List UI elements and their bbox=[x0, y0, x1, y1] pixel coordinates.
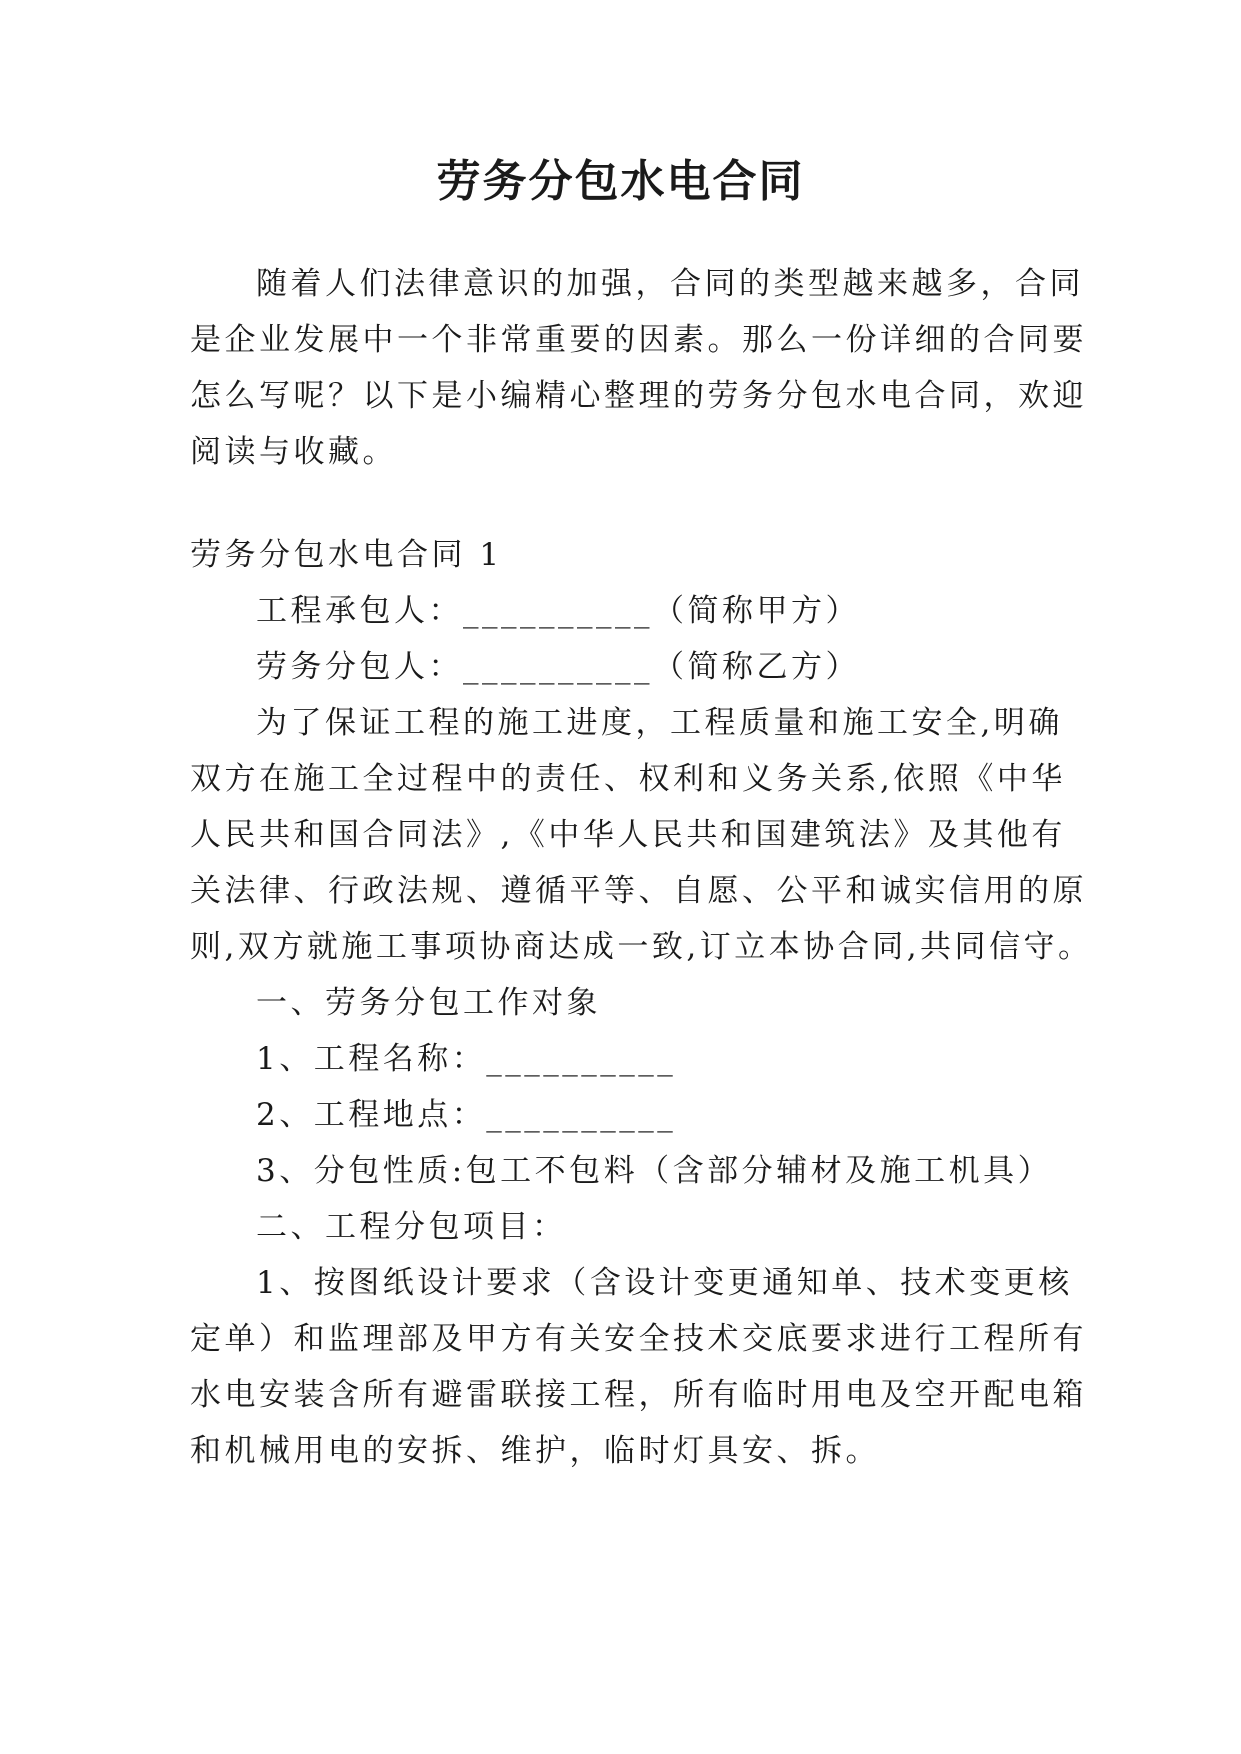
body-line: 和机械用电的安拆、维护，临时灯具安、拆。 bbox=[190, 1433, 880, 1469]
contractor-line: 工程承包人：__________（简称甲方） bbox=[256, 593, 860, 629]
subcontractor-line: 劳务分包人：__________（简称乙方） bbox=[256, 649, 860, 685]
intro-line-4: 阅读与收藏。 bbox=[190, 434, 397, 470]
subcontract-nature-line: 3、分包性质:包工不包料（含部分辅材及施工机具） bbox=[256, 1153, 1053, 1189]
intro-line-2: 是企业发展中一个非常重要的因素。那么一份详细的合同要 bbox=[190, 322, 1087, 358]
body-line: 定单）和监理部及甲方有关安全技术交底要求进行工程所有 bbox=[190, 1321, 1087, 1357]
document-title: 劳务分包水电合同 bbox=[436, 156, 805, 207]
body-line: 人民共和国合同法》,《中华人民共和国建筑法》及其他有 bbox=[190, 817, 1066, 853]
project-location-line: 2、工程地点：__________ bbox=[256, 1097, 677, 1133]
clause-heading: 二、工程分包项目： bbox=[256, 1209, 567, 1245]
section-heading: 劳务分包水电合同 1 bbox=[190, 537, 503, 573]
body-line: 则,双方就施工事项协商达成一致,订立本协合同,共同信守。 bbox=[190, 929, 1093, 965]
body-line: 双方在施工全过程中的责任、权利和义务关系,依照《中华 bbox=[190, 761, 1066, 797]
intro-line-1: 随着人们法律意识的加强，合同的类型越来越多，合同 bbox=[256, 266, 1084, 302]
body-line: 关法律、行政法规、遵循平等、自愿、公平和诚实信用的原 bbox=[190, 873, 1087, 909]
body-line: 为了保证工程的施工进度，工程质量和施工安全,明确 bbox=[256, 705, 1063, 741]
clause-heading: 一、劳务分包工作对象 bbox=[256, 985, 601, 1021]
body-line: 水电安装含所有避雷联接工程，所有临时用电及空开配电箱 bbox=[190, 1377, 1087, 1413]
project-name-line: 1、工程名称：__________ bbox=[256, 1041, 677, 1077]
body-line: 1、按图纸设计要求（含设计变更通知单、技术变更核 bbox=[256, 1265, 1073, 1301]
intro-line-3: 怎么写呢？以下是小编精心整理的劳务分包水电合同，欢迎 bbox=[190, 378, 1087, 414]
